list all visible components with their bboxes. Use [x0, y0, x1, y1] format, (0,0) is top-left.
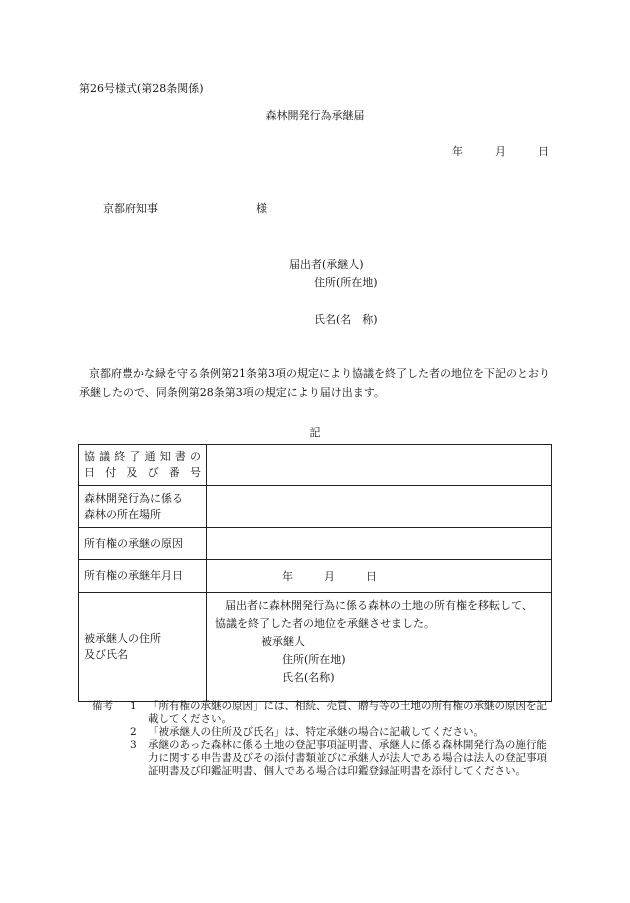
- note-number: 2: [130, 726, 137, 738]
- notice-date-number-field[interactable]: [207, 445, 552, 486]
- label-line: 被承継人の住所: [84, 632, 161, 645]
- succession-table: [78, 444, 552, 702]
- note-item: [92, 739, 552, 778]
- label-line: 日 付 及 び 番 号: [84, 466, 201, 479]
- label-succession-cause: 所有権の承継の原因: [79, 528, 207, 560]
- document-title: 森林開発行為承継届: [265, 109, 365, 122]
- note-text: 「被承継人の住所及び氏名」は、特定承継の場合に記載してください。: [148, 726, 484, 738]
- note-item: [92, 726, 552, 739]
- note-number: 1: [130, 700, 137, 712]
- predecessor-label: 被承継人: [261, 635, 305, 648]
- date-year: 年: [452, 145, 463, 158]
- label-line: 森林開発行為に係る: [84, 491, 183, 505]
- note-number: 3: [130, 739, 137, 751]
- date-day: 日: [538, 145, 549, 158]
- addressee: 京都府知事: [103, 202, 158, 215]
- transfer-statement: 届出者に森林開発行為に係る森林の土地の所有権を移転して、協議を終了した者の地位を承継させました。: [215, 599, 533, 630]
- table-row: [79, 593, 552, 702]
- notes: [92, 700, 552, 778]
- label-predecessor: [79, 593, 207, 702]
- notes-heading: 備考: [92, 700, 113, 712]
- table-row: [79, 560, 552, 593]
- applicant-address-label: 住所(所在地): [314, 276, 378, 289]
- label-line: 協 議 終 了 通 知 書 の: [84, 450, 201, 463]
- succession-month: 月: [324, 570, 335, 583]
- forest-location-field[interactable]: [207, 486, 552, 528]
- predecessor-field[interactable]: [207, 593, 552, 702]
- submission-date: [452, 143, 549, 159]
- label-succession-date: 所有権の承継年月日: [79, 560, 207, 593]
- applicant-role: 届出者(承継人): [289, 258, 364, 271]
- succession-day: 日: [366, 570, 377, 583]
- label-forest-location: [79, 486, 207, 528]
- note-item: [92, 700, 552, 726]
- table-row: [79, 486, 552, 528]
- note-text: 「所有権の承継の原因」には、相続、売買、贈与等の土地の所有権の承継の原因を記載してください。: [148, 700, 547, 725]
- succession-year: 年: [282, 570, 293, 583]
- date-month: 月: [495, 145, 506, 158]
- predecessor-name-label: 氏名(名称): [282, 671, 335, 684]
- applicant-name-label: 氏名(名 称): [314, 313, 378, 326]
- note-text: 承継のあった森林に係る土地の登記事項証明書、承継人に係る森林開発行為の施行能力に関する申告書及びその添付書類並びに承継人が法人である場合は法人の登記事項証明書及び印鑑証明書、個人である場合は印鑑登録証明書を添付してください。: [148, 739, 547, 777]
- label-line: 森林の所在場所: [84, 507, 161, 521]
- table-row: [79, 528, 552, 560]
- table-row: [79, 445, 552, 486]
- ki-heading: 記: [309, 426, 321, 439]
- label-notice-date-number: [79, 445, 207, 486]
- succession-cause-field[interactable]: [207, 528, 552, 560]
- label-line: 及び氏名: [84, 648, 128, 661]
- addressee-honorific: 様: [256, 202, 267, 215]
- succession-date-field[interactable]: [207, 560, 552, 593]
- form-number: 第26号様式(第28条関係): [79, 82, 204, 95]
- predecessor-address-label: 住所(所在地): [282, 653, 346, 666]
- body-text: 京都府豊かな緑を守る条例第21条第3項の規定により協議を終了した者の地位を下記のとおり承継したので、同条例第28条第3項の規定により届け出ます。: [79, 367, 550, 399]
